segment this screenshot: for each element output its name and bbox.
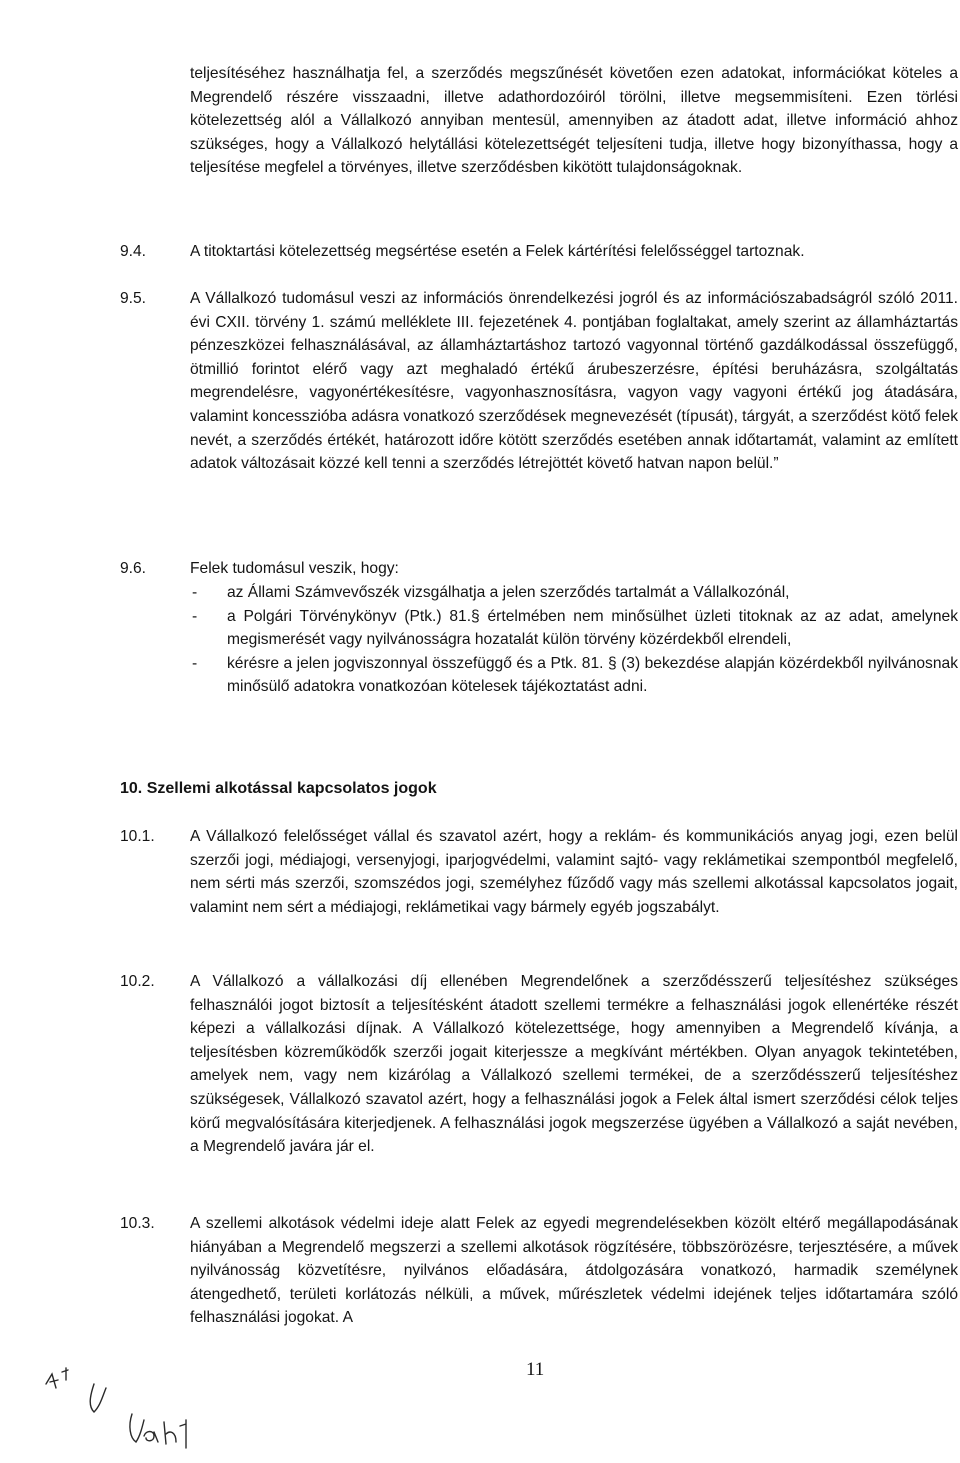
page-number: 11 bbox=[526, 1359, 545, 1380]
list-item-text: az Állami Számvevőszék vizsgálhatja a jelen szerződés tartalmát a Vállalkozónál, bbox=[227, 584, 790, 601]
section-10-3-number: 10.3. bbox=[120, 1215, 155, 1232]
intro-paragraph: teljesítéséhez használhatja fel, a szerződés megszűnését követően ezen adatokat, információkat köteles a Megrendelő részére visszaadni, illetve adathordozóiról törölni, illetve megsemmisíteni. Ezen törlési kötelezettség alól a Vállalkozó annyiban mentesül, amennyiben az átadott adat, illetve információ ahhoz szükséges, hogy a Vállalkozó helytállási kötelezettségét teljesíteni tudja, illetve hogy bizonyíthassa, hogy a teljesítése megfelel a törvényes, illetve szerződésben kikötött tulajdonságoknak. bbox=[190, 65, 958, 177]
list-item-text: kérésre a jelen jogviszonnyal összefüggő és a Ptk. 81. § (3) bekezdése alapján közérdekből nyilvánosnak minősülő adatokra vonatkozóan kötelesek tájékoztatást adni. bbox=[227, 654, 958, 696]
section-9-6-number: 9.6. bbox=[120, 560, 147, 577]
list-item bbox=[190, 605, 958, 652]
section-9-5-text: A Vállalkozó tudomásul veszi az információs önrendelkezési jogról és az információszabadságról szóló 2011. évi CXII. törvény 1. számú melléklete III. fejezetének 4. pontjában foglaltakat, amely szerint az államháztartás pénzeszközei felhasználásával, az államháztartáshoz tartozó vagyonnal történő gazdálkodással összefüggő, ötmillió forintot elérő vagy azt meghaladó értékű árubeszerzésre, építési beruházásra, szolgáltatás megrendelésre, vagyonértékesítésre, vagyonhasznosításra, vagyon vagy vagyoni értékű jog átadására, valamint koncesszióba adásra vonatkozó szerződések megnevezését (típusát), tárgyát, a szerződést kötő felek nevét, a szerződés értékét, határozott időre kötött szerződés esetében annak időtartamát, valamint az említett adatok változásait közzé kell tenni a szerződés létrejöttét követő hatvan napon belül.” bbox=[190, 290, 958, 473]
section-9-5-number: 9.5. bbox=[120, 290, 147, 307]
section-10-3-text: A szellemi alkotások védelmi ideje alatt Felek az egyedi megrendelésekben közölt eltérő megállapodásának hiányában a Megrendelő megszerzi a szellemi alkotások rögzítésére, többszörözésre, terjesztésére, a művek nyilvánosság közvetítésre, nyilvános előadására, átdolgozására vonatkozó, harmadik személynek átengedhető, területi korlátozás nélküli, a művek, műrészletek védelmi idejének teljes időtartamára szóló felhasználási jogokat. A bbox=[190, 1215, 958, 1327]
list-item-text: a Polgári Törvénykönyv (Ptk.) 81.§ értelmében nem minősülhet üzleti titoknak az az adat, amelynek megismerését vagy nyilvánosságra hozatalát külön törvény közérdekből elrendeli, bbox=[227, 607, 958, 649]
section-10-1-number: 10.1. bbox=[120, 828, 155, 845]
dash-bullet: - bbox=[192, 607, 198, 625]
list-item bbox=[190, 581, 958, 605]
section-9-6-intro: Felek tudomásul veszik, hogy: bbox=[190, 560, 399, 577]
list-item bbox=[190, 652, 958, 699]
section-10-2-text: A Vállalkozó a vállalkozási díj ellenében Megrendelőnek a szerződésszerű teljesítéshez szükséges felhasználói jogot biztosít a teljesítésként átadott szellemi termékre a felhasználási jogok ellenértéke részét képezi a vállalkozási díjnak. A Vállalkozó kötelezettsége, hogy amennyiben a Megrendelő kívánja, a teljesítésben közreműködők szerzői jogait kiterjessze a megkívánt mértékben. Olyan anyagok tekintetében, amelyek nem, vagy nem kizárólag a Vállalkozó szellemi termékei, de a szerződésszerű teljesítéshez szükségesek, Vállalkozó szavatol azért, hogy a felhasználási jogok a Felek által ismert szerződési célok teljes körű megvalósítására kiterjedjenek. A felhasználási jogok megszerzése ügyében a Vállalkozó a saját nevében, a Megrendelő javára jár el. bbox=[190, 973, 958, 1156]
handwritten-signature bbox=[36, 1362, 206, 1452]
section-9-4-text: A titoktartási kötelezettség megsértése esetén a Felek kártérítési felelősséggel tartoznak. bbox=[190, 243, 805, 260]
section-10-2-number: 10.2. bbox=[120, 973, 155, 990]
section-10-1-text: A Vállalkozó felelősséget vállal és szavatol azért, hogy a reklám- és kommunikációs anyag jogi, ezen belül szerzői jogi, médiajogi, versenyjogi, iparjogvédelmi, valamint sajtó- vagy reklámetikai szempontból megfelelő, nem sérti más szerzői, szomszédos jogi, személyhez fűződő vagy más szellemi alkotással kapcsolatos jogait, valamint nem sért a médiajogi, reklámetikai vagy bármely egyéb jogszabályt. bbox=[190, 828, 958, 916]
section-10-heading: 10. Szellemi alkotással kapcsolatos jogok bbox=[120, 780, 437, 797]
dash-bullet: - bbox=[192, 584, 198, 601]
section-9-4-number: 9.4. bbox=[120, 243, 147, 260]
dash-bullet: - bbox=[192, 654, 198, 672]
section-9-6-list bbox=[190, 581, 958, 699]
